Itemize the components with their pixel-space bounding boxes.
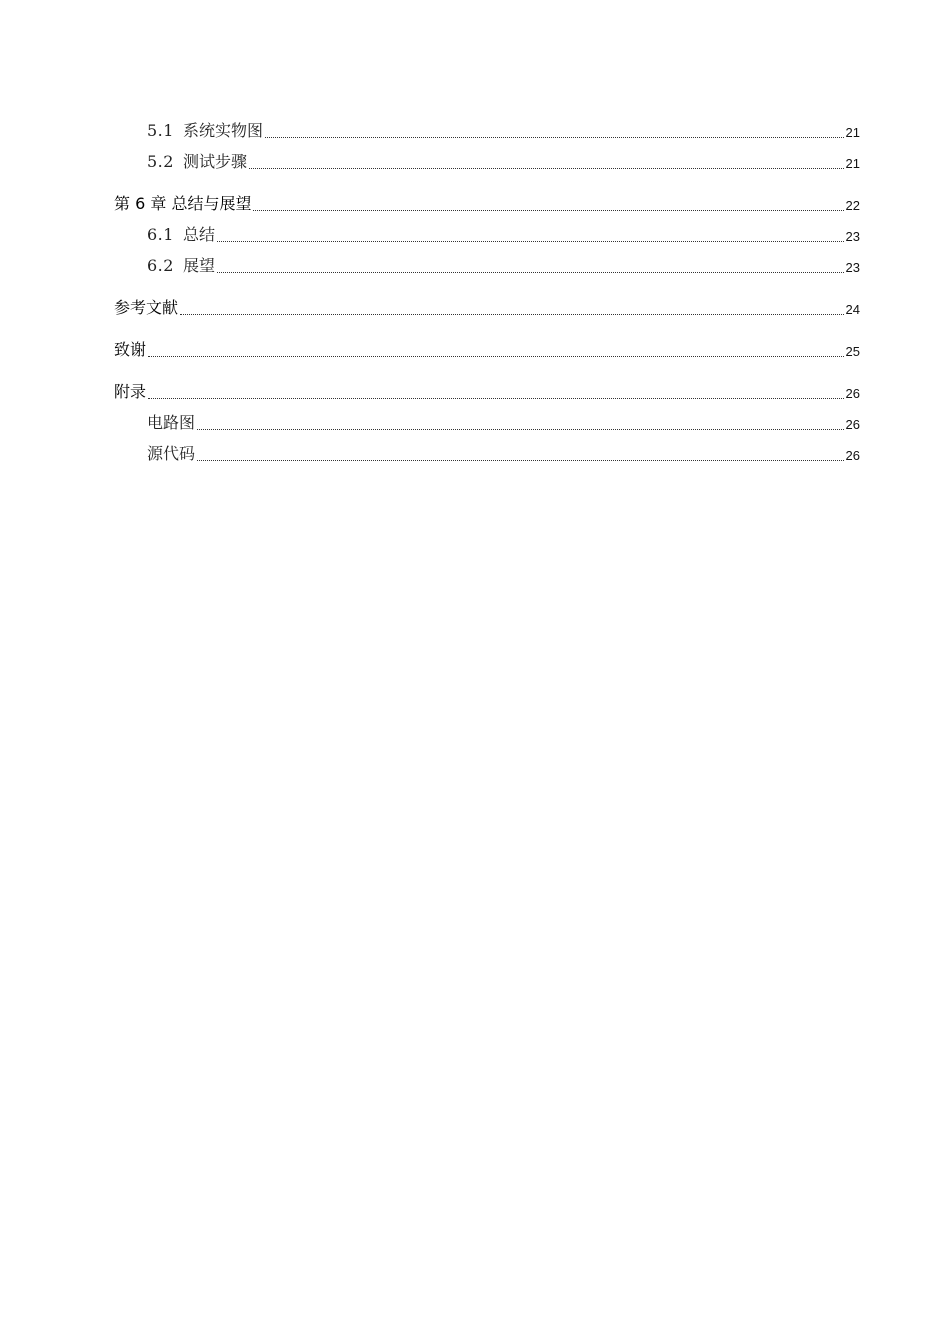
toc-entry-5-2[interactable] — [114, 149, 860, 172]
toc-entry-source-code[interactable] — [114, 441, 860, 464]
toc-leader-dots — [249, 168, 844, 169]
toc-entry-title: 系统实物图 — [182, 121, 263, 140]
toc-entry-title: 致谢 — [114, 340, 147, 359]
toc-entry-label — [147, 152, 247, 172]
toc-entry-title: 总结 — [182, 225, 215, 244]
toc-leader-dots — [148, 356, 844, 357]
toc-entry-number: 5.2 — [147, 152, 174, 171]
toc-entry-page: 26 — [845, 386, 860, 401]
toc-leader-dots — [148, 398, 844, 399]
toc-entry-title: 展望 — [182, 256, 215, 275]
toc-entry-circuit-diagram[interactable] — [114, 410, 860, 433]
toc-entry-page: 23 — [845, 229, 860, 244]
toc-entry-page: 23 — [845, 260, 860, 275]
toc-entry-title: 参考文献 — [114, 298, 179, 317]
toc-entry-references[interactable] — [114, 294, 860, 318]
toc-entry-page: 21 — [845, 156, 860, 171]
toc-leader-dots — [217, 272, 844, 273]
toc-entry-acknowledgements[interactable] — [114, 336, 860, 360]
toc-entry-number: 5.1 — [147, 121, 174, 140]
toc-leader-dots — [253, 210, 843, 211]
toc-entry-appendix[interactable] — [114, 378, 860, 402]
toc-entry-title: 测试步骤 — [182, 152, 247, 171]
toc-entry-page: 24 — [845, 302, 860, 317]
toc-entry-title: 附录 — [114, 382, 147, 401]
toc-entry-page: 26 — [845, 448, 860, 463]
toc-leader-dots — [197, 460, 844, 461]
toc-entry-6-1[interactable] — [114, 222, 860, 245]
toc-leader-dots — [265, 137, 844, 138]
toc-entry-5-1[interactable] — [114, 118, 860, 141]
toc-entry-label — [147, 256, 215, 276]
toc-entry-title: 电路图 — [147, 413, 196, 432]
toc-entry-chapter-6[interactable] — [114, 190, 860, 214]
toc-entry-label — [147, 121, 263, 141]
toc-leader-dots — [180, 314, 844, 315]
toc-entry-label — [147, 225, 215, 245]
toc-entry-6-2[interactable] — [114, 253, 860, 276]
toc-leader-dots — [197, 429, 844, 430]
table-of-contents — [114, 118, 860, 464]
toc-entry-page: 26 — [845, 417, 860, 432]
toc-entry-page: 22 — [845, 198, 860, 213]
toc-entry-title: 源代码 — [147, 444, 196, 463]
toc-entry-number: 6.2 — [147, 256, 174, 275]
toc-entry-page: 25 — [845, 344, 860, 359]
toc-entry-page: 21 — [845, 125, 860, 140]
toc-leader-dots — [217, 241, 844, 242]
toc-entry-title: 第 6 章 总结与展望 — [114, 194, 252, 213]
toc-entry-number: 6.1 — [147, 225, 174, 244]
